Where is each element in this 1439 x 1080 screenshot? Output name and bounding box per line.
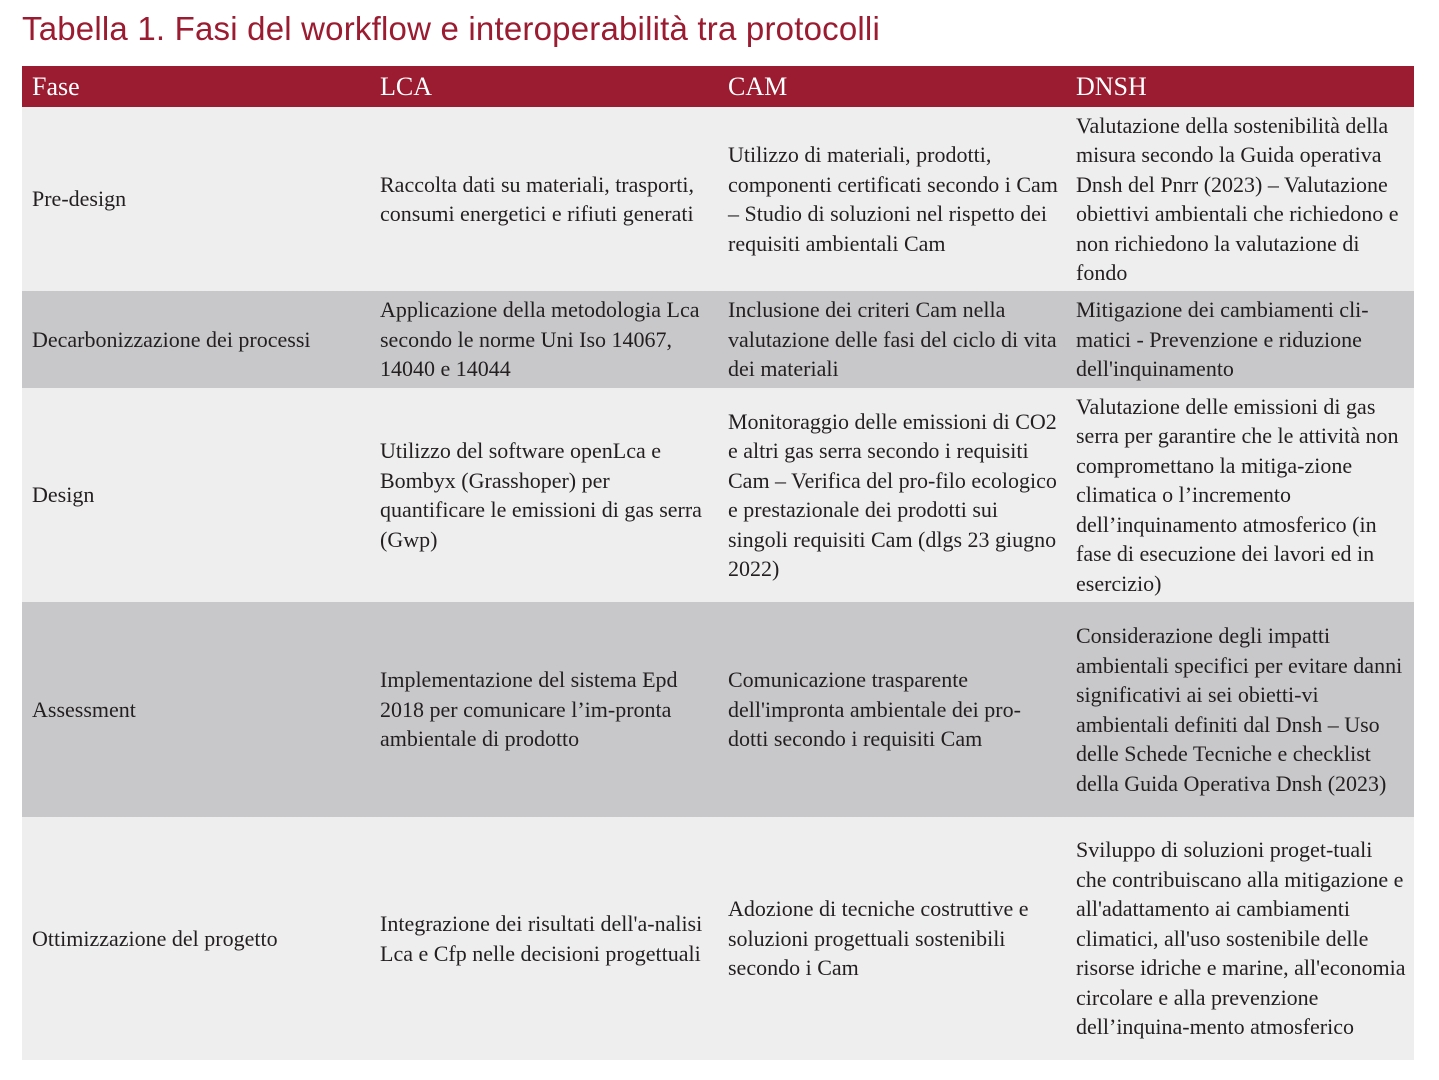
column-header-lca: LCA [370,66,718,107]
cell-dnsh: Valutazione delle emissioni di gas serra per garantire che le attività non compromettano la mitiga-zione climatica o l’incremento dell’inquinamento atmosferico (in fase di esecuzione dei lavori ed in esercizio) [1066,388,1414,602]
cell-dnsh: Sviluppo di soluzioni proget-tuali che contribuiscano alla mitigazione e all'adattamento ai cambiamenti climatici, all'uso sostenibile delle risorse idriche e marine, all'economia circolare e alla prevenzione dell’inquina-mento atmosferico [1066,817,1414,1060]
cell-lca: Implementazione del sistema Epd 2018 per comunicare l’im-pronta ambientale di prodotto [370,602,718,817]
table-row [22,602,1414,817]
cell-fase: Decarbonizzazione dei processi [22,291,370,388]
workflow-table [22,66,1414,1060]
table-row [22,107,1414,291]
column-header-dnsh: DNSH [1066,66,1414,107]
table-row [22,817,1414,1060]
cell-cam: Comunicazione trasparente dell'impronta ambientale dei pro-dotti secondo i requisiti Cam [718,602,1066,817]
cell-lca: Applicazione della metodologia Lca secondo le norme Uni Iso 14067, 14040 e 14044 [370,291,718,388]
column-header-cam: CAM [718,66,1066,107]
cell-lca: Raccolta dati su materiali, trasporti, consumi energetici e rifiuti generati [370,107,718,291]
table-row [22,388,1414,602]
table-title: Tabella 1. Fasi del workflow e interoperabilità tra protocolli [22,10,880,47]
cell-dnsh: Considerazione degli impatti ambientali specifici per evitare danni significativi ai sei obietti-vi ambientali definiti dal Dnsh – Uso delle Schede Tecniche e checklist della Guida Operativa Dnsh (2023) [1066,602,1414,817]
cell-cam: Inclusione dei criteri Cam nella valutazione delle fasi del ciclo di vita dei materiali [718,291,1066,388]
cell-cam: Adozione di tecniche costruttive e soluzioni progettuali sostenibili secondo i Cam [718,817,1066,1060]
cell-fase: Pre-design [22,107,370,291]
cell-dnsh: Valutazione della sostenibilità della misura secondo la Guida operativa Dnsh del Pnrr (2023) – Valutazione obiettivi ambientali che richiedono e non richiedono la valutazione di fondo [1066,107,1414,291]
table-row [22,291,1414,388]
cell-fase: Design [22,388,370,602]
cell-lca: Integrazione dei risultati dell'a-nalisi Lca e Cfp nelle decisioni progettuali [370,817,718,1060]
cell-cam: Monitoraggio delle emissioni di CO2 e altri gas serra secondo i requisiti Cam – Verifica del pro-filo ecologico e prestazionale dei prodotti sui singoli requisiti Cam (dlgs 23 giugno 2022) [718,388,1066,602]
table-header-row [22,66,1414,107]
cell-lca: Utilizzo del software openLca e Bombyx (Grasshoper) per quantificare le emissioni di gas serra (Gwp) [370,388,718,602]
cell-fase: Ottimizzazione del progetto [22,817,370,1060]
cell-fase: Assessment [22,602,370,817]
cell-dnsh: Mitigazione dei cambiamenti cli-matici - Prevenzione e riduzione dell'inquinamento [1066,291,1414,388]
column-header-fase: Fase [22,66,370,107]
cell-cam: Utilizzo di materiali, prodotti, componenti certificati secondo i Cam – Studio di soluzioni nel rispetto dei requisiti ambientali Cam [718,107,1066,291]
